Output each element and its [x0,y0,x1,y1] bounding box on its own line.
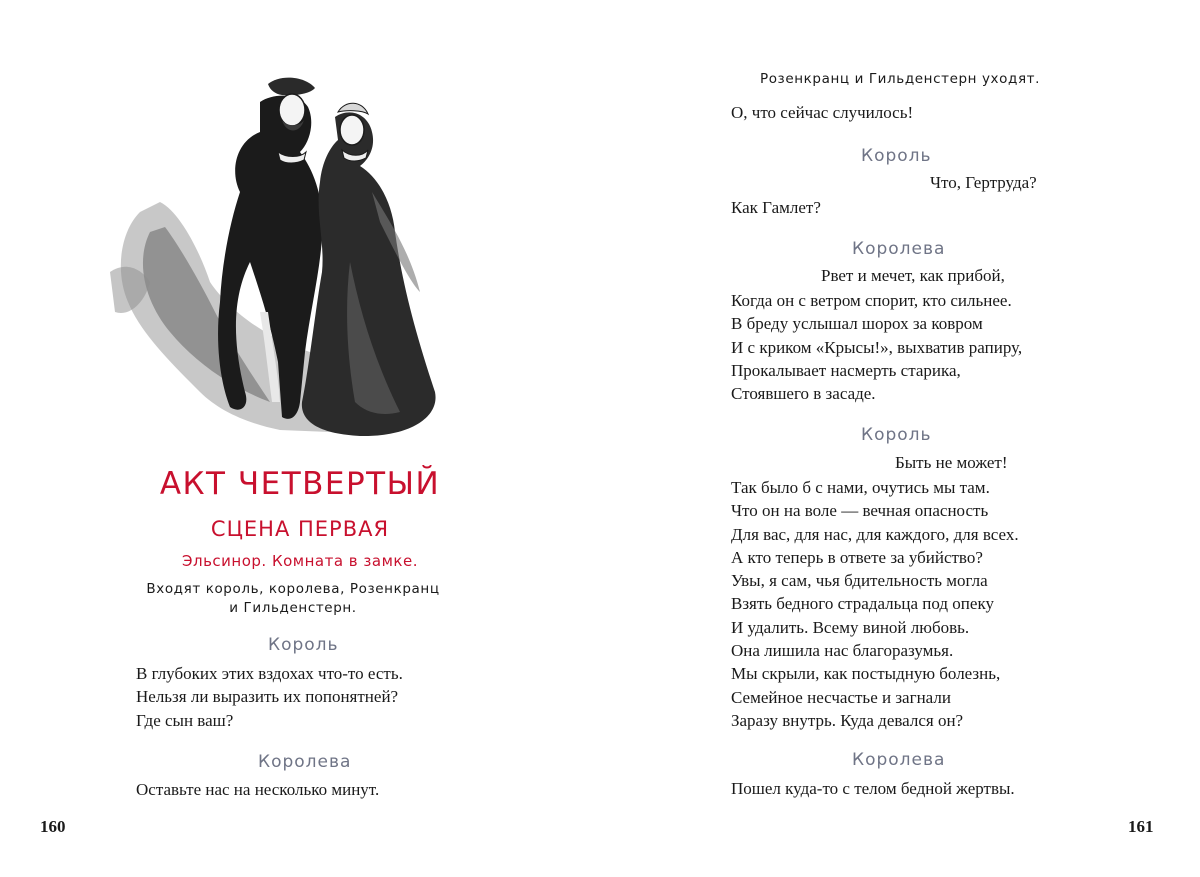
stage-direction-line: и Гильденстерн. [229,600,357,616]
right-page [600,0,1200,877]
verse-line-indented: Рвет и мечет, как прибой, [821,266,1005,285]
speech-lines [731,196,821,219]
verse-line: Где сын ваш? [136,710,234,730]
verse-line: И удалить. Всему виной любовь. [731,617,970,637]
verse-line: Что он на воле — вечная опасность [731,501,989,521]
verse-line: В бреду услышал шорох за ковром [731,314,983,334]
verse-line: Она лишила нас благоразумья. [731,641,954,661]
king-queen-illustration [110,62,440,440]
verse-line: А кто теперь в ответе за убийство? [731,547,983,567]
speech-lines [731,777,1015,800]
verse-line: Так было б с нами, очутись мы там. [731,478,990,497]
verse-line: Как Гамлет? [731,198,821,217]
scene-title: СЦЕНА ПЕРВАЯ [210,517,390,541]
verse-line: Мы скрыли, как постыдную болезнь, [731,664,1001,684]
verse-line-indented: Быть не может! [895,453,1008,472]
page-number: 160 [40,817,66,836]
verse-line: Взять бедного страдальца под опеку [731,594,994,614]
speech-lines [136,662,403,732]
verse-line: Заразу внутрь. Куда девался он? [731,710,964,730]
speech-lines [136,778,379,801]
stage-direction-exit: Розенкранц и Гильденстерн уходят. [759,71,1041,87]
verse-line: Пошел куда-то с телом бедной жертвы. [731,779,1015,798]
stage-direction-entrance [120,580,466,618]
speaker-name-king: Король [861,425,932,445]
speech-lines [731,289,1022,405]
act-title: АКТ ЧЕТВЕРТЫЙ [159,466,441,502]
speaker-name-queen: Королева [258,752,352,772]
verse-line: Прокалывает насмерть старика, [731,360,961,380]
speaker-name-queen: Королева [852,239,946,259]
verse-line: Увы, я сам, чья бдительность могла [731,571,988,591]
verse-line: Оставьте нас на несколько минут. [136,780,380,799]
speaker-name-king: Король [861,146,932,166]
speaker-name-queen: Королева [852,750,946,770]
page-number: 161 [1128,817,1154,836]
verse-line: Для вас, для нас, для каждого, для всех. [731,524,1019,544]
speech-lines [731,476,1019,732]
verse-line: Семейное несчастье и загнали [731,687,951,707]
verse-line: В глубоких этих вздохах что-то есть. [136,664,403,683]
verse-line: И с криком «Крысы!», выхватив рапиру, [731,337,1023,357]
verse-line: Когда он с ветром спорит, кто сильнее. [731,291,1012,310]
speaker-name-king: Король [268,635,339,655]
scene-location: Эльсинор. Комната в замке. [182,552,418,570]
stage-direction-line: Входят король, королева, Розенкранц [146,581,440,597]
verse-line: Стоявшего в засаде. [731,384,876,404]
verse-line: Нельзя ли выразить их попонятней? [136,687,399,707]
verse-line: О, что сейчас случилось! [731,103,914,122]
verse-line-indented: Что, Гертруда? [930,173,1037,192]
